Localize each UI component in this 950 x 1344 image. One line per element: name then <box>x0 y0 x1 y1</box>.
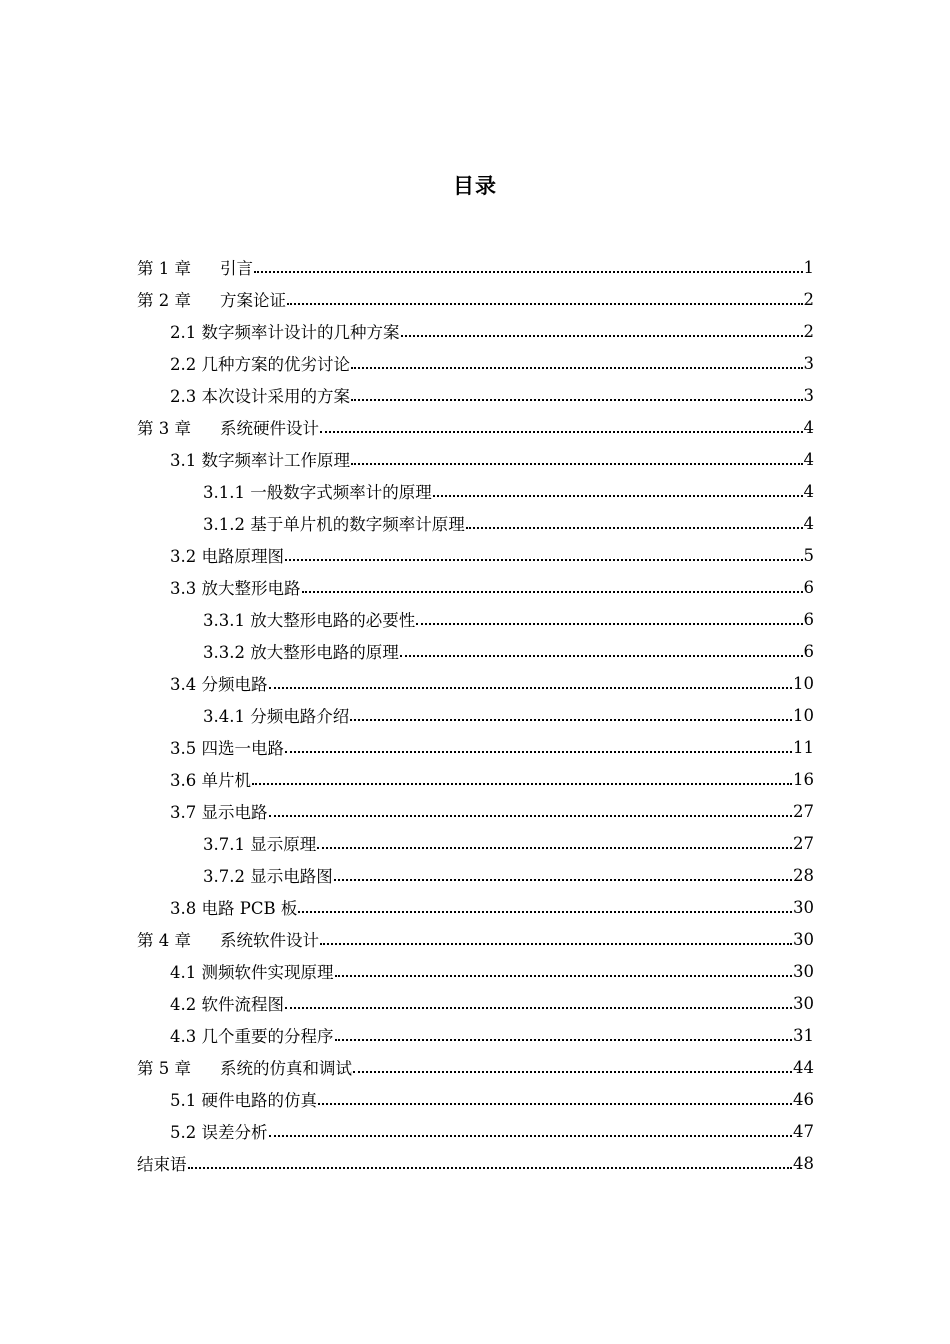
toc-entry-text: 结束语 <box>137 1155 187 1174</box>
toc-entry[interactable] <box>137 923 814 955</box>
toc-entry-text: 方案论证 <box>220 291 286 310</box>
toc-entry-text: 2.2 几种方案的优劣讨论 <box>170 355 350 374</box>
dot-leader <box>252 783 792 785</box>
toc-entry-label <box>203 639 399 663</box>
toc-entry-text: 2.3 本次设计采用的方案 <box>170 387 350 406</box>
toc-entry-label <box>170 767 251 791</box>
toc-entry-label <box>137 415 319 439</box>
toc-entry-label <box>170 351 350 375</box>
toc-entry-text: 3.1.1 一般数字式频率计的原理 <box>203 483 432 502</box>
chapter-number: 第 3 章 <box>137 419 191 438</box>
toc-entry-label <box>170 1023 334 1047</box>
toc-entry-text: 5.2 误差分析 <box>170 1123 268 1142</box>
page-number: 3 <box>803 385 814 405</box>
toc-entry-label <box>170 1119 268 1143</box>
toc-entry[interactable] <box>137 763 814 795</box>
page-number: 47 <box>793 1121 814 1141</box>
toc-entry[interactable] <box>137 891 814 923</box>
toc-entry[interactable] <box>137 379 814 411</box>
dot-leader <box>416 623 802 625</box>
toc-entry-label <box>137 1055 352 1079</box>
toc-entry-text: 4.2 软件流程图 <box>170 995 284 1014</box>
page-number: 11 <box>793 737 814 757</box>
dot-leader <box>401 335 803 337</box>
page-number: 10 <box>793 673 814 693</box>
toc-entry-label <box>170 735 284 759</box>
toc-entry-label <box>137 255 253 279</box>
chapter-number: 第 2 章 <box>137 291 191 310</box>
toc-entry-label <box>170 543 284 567</box>
toc-entry-label <box>203 607 415 631</box>
toc-entry-label <box>203 703 349 727</box>
dot-leader <box>320 943 792 945</box>
toc-entry-text: 2.1 数字频率计设计的几种方案 <box>170 323 400 342</box>
toc-entry-label <box>170 1087 317 1111</box>
dot-leader <box>269 687 793 689</box>
page-number: 28 <box>793 865 814 885</box>
toc-entry-label <box>170 671 268 695</box>
page-number: 46 <box>793 1089 814 1109</box>
page-number: 27 <box>793 801 814 821</box>
page-number: 6 <box>803 577 814 597</box>
dot-leader <box>334 879 792 881</box>
page-number: 16 <box>793 769 814 789</box>
dot-leader <box>269 815 793 817</box>
page-number: 44 <box>793 1057 814 1077</box>
toc-entry-text: 3.7.2 显示电路图 <box>203 867 333 886</box>
dot-leader <box>320 431 803 433</box>
page-title: 目录 <box>453 174 497 198</box>
toc-entry-label <box>203 863 333 887</box>
page-number: 10 <box>793 705 814 725</box>
toc-entry-text: 3.1 数字频率计工作原理 <box>170 451 350 470</box>
toc-entry-text: 3.3.2 放大整形电路的原理 <box>203 643 399 662</box>
toc-entry[interactable] <box>137 827 814 859</box>
dot-leader <box>318 1103 792 1105</box>
page-number: 30 <box>793 929 814 949</box>
toc-entry[interactable] <box>137 667 814 699</box>
table-of-contents <box>137 251 814 1179</box>
toc-entry[interactable] <box>137 795 814 827</box>
page-number: 6 <box>803 609 814 629</box>
dot-leader <box>351 399 803 401</box>
page-number: 4 <box>803 481 814 501</box>
toc-entry-text: 系统的仿真和调试 <box>220 1059 352 1078</box>
toc-entry[interactable] <box>137 411 814 443</box>
toc-entry-text: 3.3.1 放大整形电路的必要性 <box>203 611 416 630</box>
toc-entry-text: 3.3 放大整形电路 <box>170 579 301 598</box>
dot-leader <box>285 559 803 561</box>
page-number: 27 <box>793 833 814 853</box>
toc-entry-text: 4.3 几个重要的分程序 <box>170 1027 334 1046</box>
toc-entry-text: 3.2 电路原理图 <box>170 547 284 566</box>
chapter-number: 第 4 章 <box>137 931 191 950</box>
toc-entry[interactable] <box>137 1083 814 1115</box>
dot-leader <box>466 527 803 529</box>
page-number: 1 <box>803 257 814 277</box>
toc-entry[interactable] <box>137 315 814 347</box>
dot-leader <box>254 271 803 273</box>
toc-entry-label <box>170 991 284 1015</box>
toc-entry-text: 3.4 分频电路 <box>170 675 268 694</box>
toc-entry-text: 引言 <box>220 259 253 278</box>
dot-leader <box>269 1135 793 1137</box>
page-number: 30 <box>793 897 814 917</box>
dot-leader <box>285 751 792 753</box>
page-number: 30 <box>793 961 814 981</box>
toc-entry-label <box>170 959 334 983</box>
toc-entry[interactable] <box>137 1115 814 1147</box>
toc-entry[interactable] <box>137 571 814 603</box>
toc-entry-text: 3.1.2 基于单片机的数字频率计原理 <box>203 515 465 534</box>
toc-entry[interactable] <box>137 1147 814 1179</box>
toc-entry[interactable] <box>137 635 814 667</box>
toc-entry-text: 3.5 四选一电路 <box>170 739 284 758</box>
toc-entry-label <box>170 447 350 471</box>
toc-entry[interactable] <box>137 1019 814 1051</box>
toc-entry-text: 系统软件设计 <box>220 931 319 950</box>
page-number: 2 <box>803 321 814 341</box>
toc-entry[interactable] <box>137 603 814 635</box>
toc-entry[interactable] <box>137 699 814 731</box>
toc-entry[interactable] <box>137 955 814 987</box>
toc-entry-label <box>170 319 400 343</box>
toc-entry[interactable] <box>137 443 814 475</box>
dot-leader <box>351 463 803 465</box>
toc-entry[interactable] <box>137 859 814 891</box>
dot-leader <box>433 495 803 497</box>
toc-entry-text: 3.7.1 显示原理 <box>203 835 317 854</box>
dot-leader <box>285 1007 792 1009</box>
page-number: 4 <box>803 449 814 469</box>
page-number: 5 <box>803 545 814 565</box>
toc-entry-text: 系统硬件设计 <box>220 419 319 438</box>
dot-leader <box>400 655 803 657</box>
toc-entry[interactable] <box>137 507 814 539</box>
toc-entry-label <box>203 831 316 855</box>
toc-entry-label <box>137 927 319 951</box>
dot-leader <box>188 1167 793 1169</box>
toc-entry-text: 3.4.1 分频电路介绍 <box>203 707 350 726</box>
toc-entry-label <box>170 575 301 599</box>
page-number: 30 <box>793 993 814 1013</box>
toc-entry[interactable] <box>137 251 814 283</box>
dot-leader <box>317 847 792 849</box>
toc-entry-label <box>170 895 297 919</box>
toc-entry-label <box>170 799 268 823</box>
toc-entry-label <box>203 479 432 503</box>
toc-entry[interactable] <box>137 283 814 315</box>
chapter-number: 第 1 章 <box>137 259 191 278</box>
page-number: 2 <box>803 289 814 309</box>
toc-entry-label <box>137 1151 187 1175</box>
dot-leader <box>335 1039 793 1041</box>
dot-leader <box>351 367 803 369</box>
dot-leader <box>302 591 803 593</box>
toc-entry-text: 3.7 显示电路 <box>170 803 268 822</box>
toc-entry[interactable] <box>137 731 814 763</box>
toc-entry[interactable] <box>137 987 814 1019</box>
toc-entry-text: 4.1 测频软件实现原理 <box>170 963 334 982</box>
toc-entry-text: 3.8 电路 PCB 板 <box>170 899 298 918</box>
toc-entry[interactable] <box>137 475 814 507</box>
toc-entry-label <box>170 383 350 407</box>
toc-entry[interactable] <box>137 539 814 571</box>
dot-leader <box>298 911 792 913</box>
chapter-number: 第 5 章 <box>137 1059 191 1078</box>
toc-entry[interactable] <box>137 347 814 379</box>
dot-leader <box>335 975 793 977</box>
dot-leader <box>353 1071 792 1073</box>
page-number: 48 <box>793 1153 814 1173</box>
page-number: 6 <box>803 641 814 661</box>
page-number: 3 <box>803 353 814 373</box>
page-number: 4 <box>803 417 814 437</box>
dot-leader <box>350 719 792 721</box>
toc-entry-label <box>137 287 286 311</box>
toc-entry-label <box>203 511 465 535</box>
dot-leader <box>287 303 803 305</box>
page-number: 31 <box>793 1025 814 1045</box>
toc-entry-text: 3.6 单片机 <box>170 771 251 790</box>
toc-entry-text: 5.1 硬件电路的仿真 <box>170 1091 317 1110</box>
page-number: 4 <box>803 513 814 533</box>
toc-entry[interactable] <box>137 1051 814 1083</box>
